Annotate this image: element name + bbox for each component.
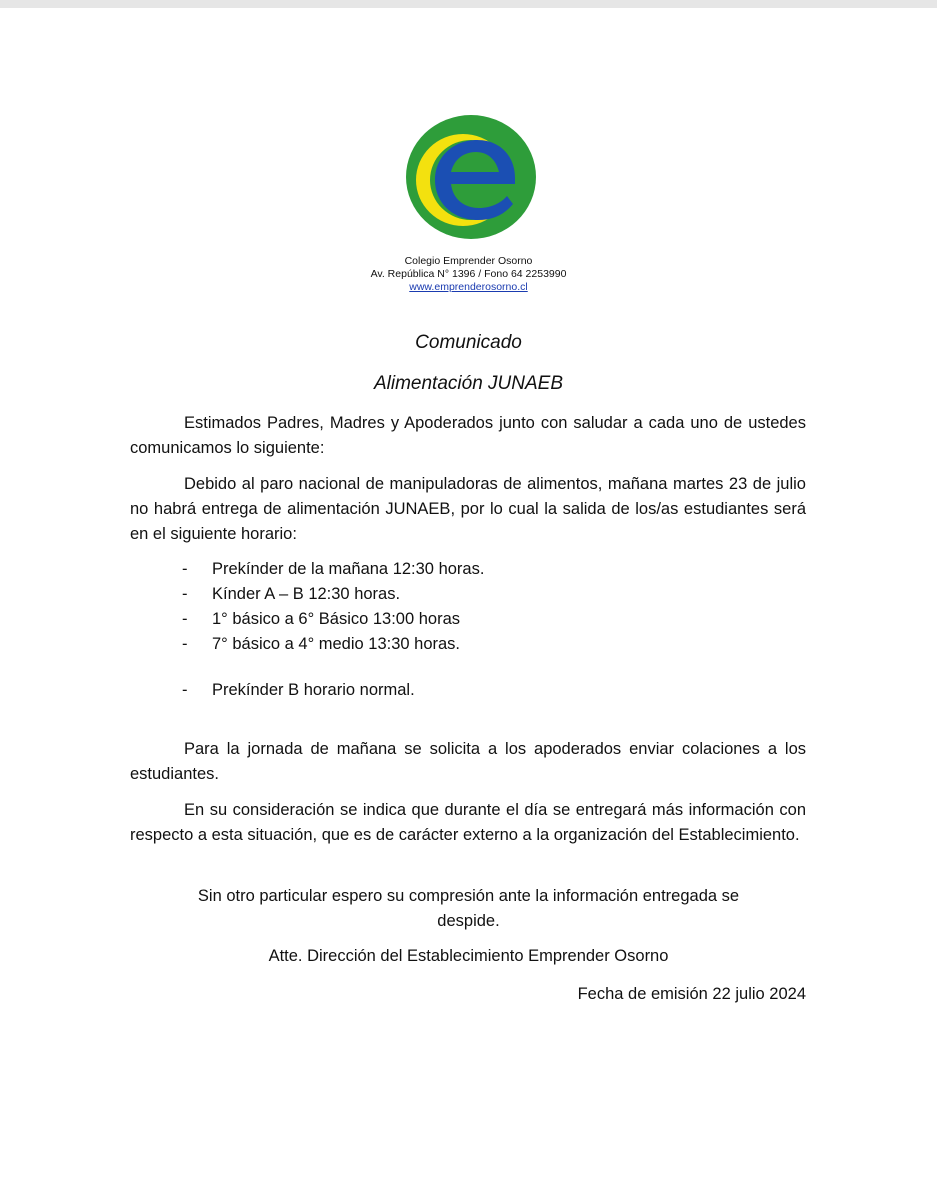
- list-item: - 7° básico a 4° medio 13:30 horas.: [182, 635, 461, 653]
- school-address: Av. República N° 1396 / Fono 64 2253990: [370, 268, 567, 280]
- issue-date: Fecha de emisión 22 julio 2024: [577, 985, 806, 1003]
- school-website-link[interactable]: www.emprenderosorno.cl: [409, 281, 528, 293]
- logo-letter-e: [435, 140, 515, 220]
- closing-line: Sin otro particular espero su compresión ante la información entregada se: [197, 887, 740, 905]
- list-item: - 1° básico a 6° Básico 13:00 horas: [182, 610, 461, 628]
- list-item: - Prekínder de la mañana 12:30 horas.: [182, 560, 485, 578]
- request-paragraph: [130, 737, 806, 787]
- school-name: Colegio Emprender Osorno: [404, 255, 533, 267]
- info-paragraph: [130, 798, 806, 848]
- schedule-extra-list: [182, 678, 782, 703]
- list-item: - Kínder A – B 12:30 horas.: [182, 585, 401, 603]
- list-item: - Prekínder B horario normal.: [182, 681, 415, 699]
- info-text: En su consideración se indica que durante el día se entregará más información con respecto a esta situación, que es de carácter externo a la organización del Establecimiento.: [130, 801, 806, 844]
- schedule-list: [182, 557, 782, 657]
- top-strip: [0, 0, 937, 8]
- document-subtitle: Alimentación JUNAEB: [373, 373, 564, 394]
- closing-line-2: despide.: [437, 912, 500, 930]
- notice-text: Debido al paro nacional de manipuladoras de alimentos, mañana martes 23 de julio no habrá entrega de alimentación JUNAEB, por lo cual la salida de los/as estudiantes será en el siguiente horario:: [130, 475, 806, 543]
- school-header: [0, 255, 937, 294]
- signature: Atte. Dirección del Establecimiento Emprender Osorno: [268, 947, 669, 965]
- notice-paragraph: [130, 472, 806, 547]
- greeting-paragraph: [130, 411, 806, 461]
- school-logo: [405, 114, 537, 240]
- greeting-text: Estimados Padres, Madres y Apoderados junto con saludar a cada uno de ustedes comunicamos lo siguiente:: [130, 414, 806, 457]
- document-title: Comunicado: [415, 332, 522, 353]
- request-text: Para la jornada de mañana se solicita a los apoderados enviar colaciones a los estudiantes.: [130, 740, 806, 783]
